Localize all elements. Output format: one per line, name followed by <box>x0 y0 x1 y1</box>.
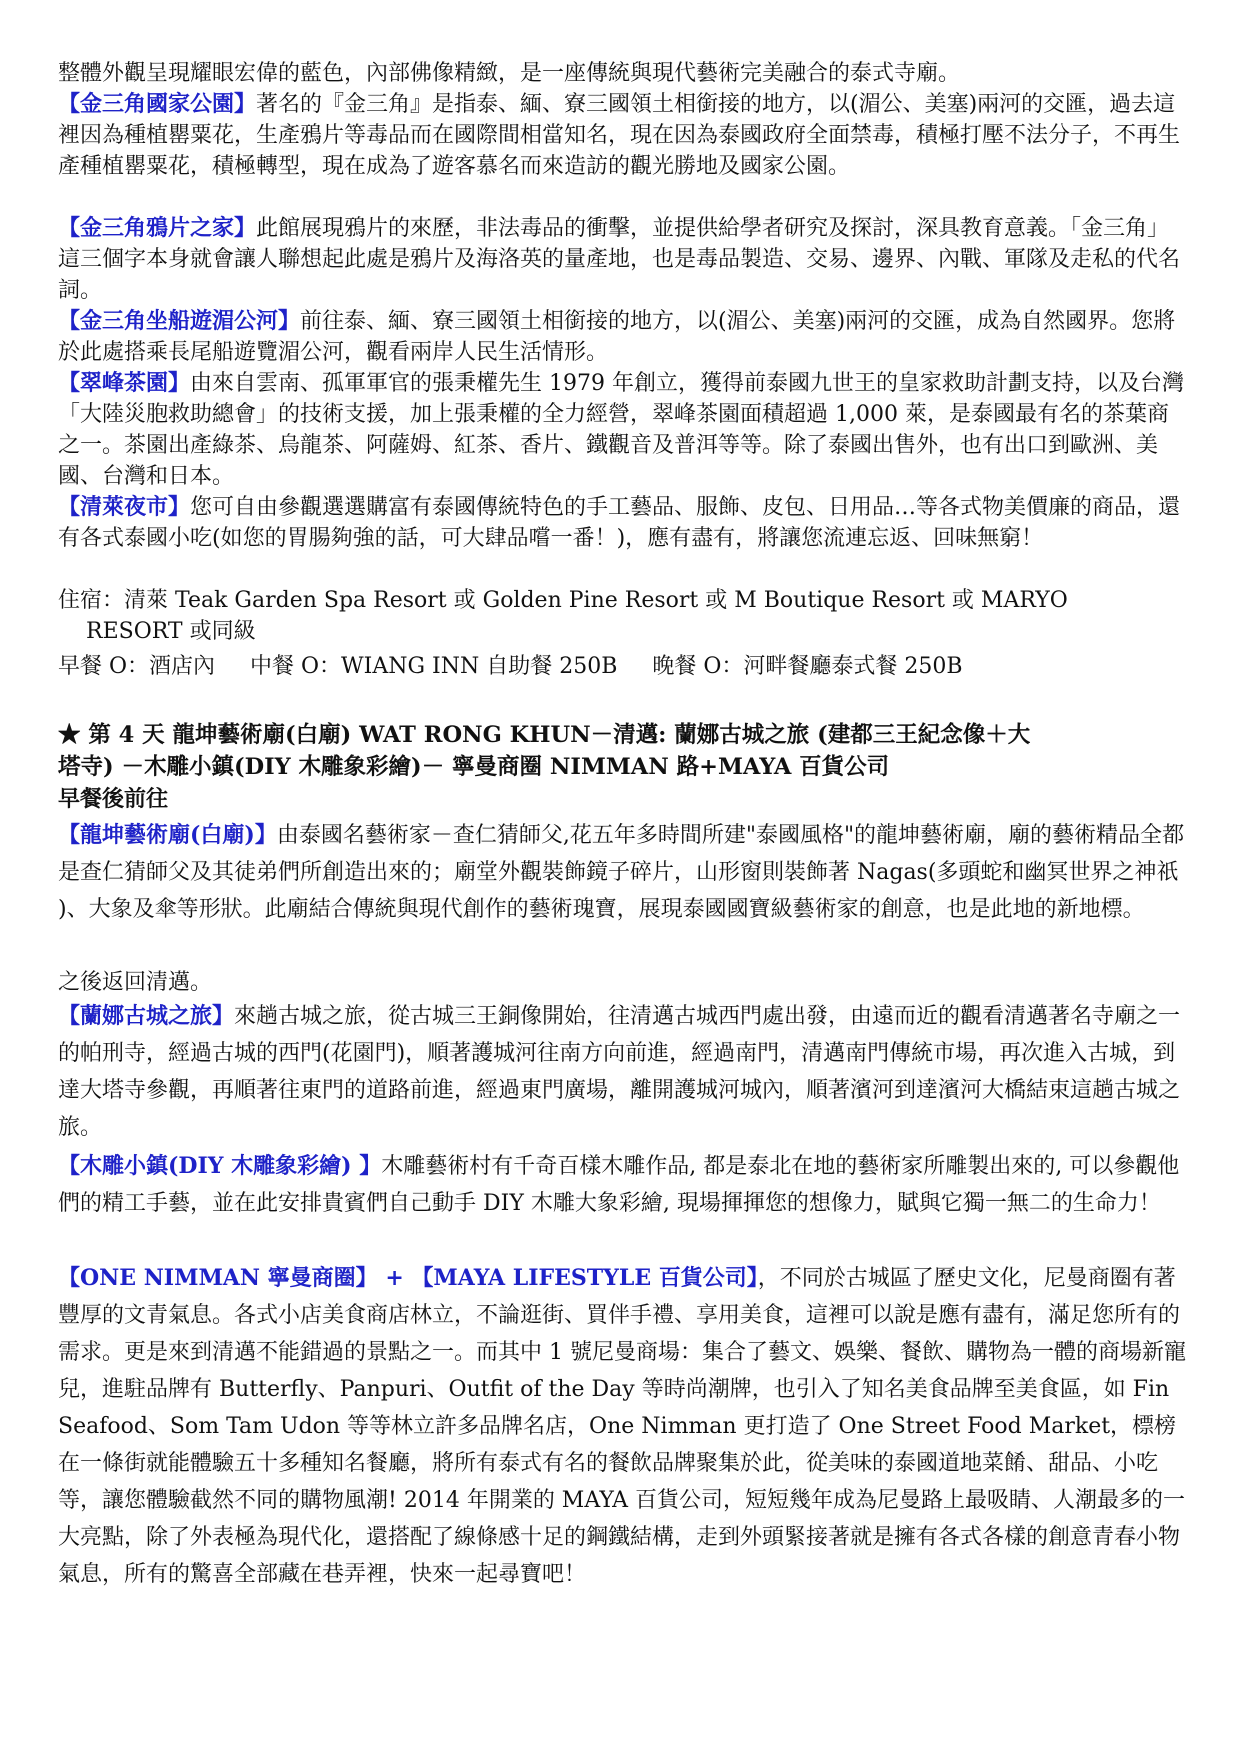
tea-plantation-heading: 【翠峰茶園】 <box>58 370 191 396</box>
temple-intro-text: 整體外觀呈現耀眼宏偉的藍色，內部佛像精緻，是一座傳統與現代藝術完美融合的泰式寺廟。 <box>58 61 961 86</box>
meals-line: 早餐 O：酒店內 中餐 O：WIANG INN 自助餐 250B 晚餐 O：河畔餐廳泰式餐 250B <box>58 654 963 679</box>
woodcarving-village-paragraph <box>58 1148 1188 1222</box>
golden-triangle-park-paragraph <box>58 89 1188 182</box>
return-chiangmai-line: 之後返回清邁。 <box>58 970 213 995</box>
lodging-line: 住宿：清萊 Teak Garden Spa Resort 或 Golden Pine Resort 或 M Boutique Resort 或 MARYO <box>58 588 1068 613</box>
white-temple-text: 由泰國名藝術家－查仁猜師父,花五年多時間所建"泰國風格"的龍坤藝術廟，廟的藝術精品全都是查仁猜師父及其徒弟們所創造出來的；廟堂外觀裝飾鏡子碎片，山形窗則裝飾著 Nagas(多頭蛇和幽冥世界之神祇 )、大象及傘等形狀。此廟結合傳統與現代創作的藝術瑰寶，展現泰國國寶級藝術家的創意，也是此地的新地標。 <box>58 823 1185 922</box>
lanna-old-city-heading: 【蘭娜古城之旅】 <box>58 1003 235 1029</box>
tea-plantation-text: 由來自雲南、孤軍軍官的張秉權先生 1979 年創立，獲得前泰國九世王的皇家救助計劃支持，以及台灣「大陸災胞救助總會」的技術支援，加上張秉權的全力經營，翠峰茶園面積超過 1,000 萊，是泰國最有名的茶葉商之一。茶園出產綠茶、烏龍茶、阿薩姆、紅茶、香片、鐵觀音及普洱等等。除了泰國出售外，也有出口到歐洲、美國、台灣和日本。 <box>58 371 1184 489</box>
night-market-paragraph <box>58 492 1188 554</box>
maya-heading: 【MAYA LIFESTYLE 百貨公司】 <box>411 1265 758 1291</box>
day4-title-line1: ★ 第 4 天 龍坤藝術廟(白廟) WAT RONG KHUN－清邁: 蘭娜古城之旅 (建都三王紀念像＋大 <box>58 722 1031 748</box>
lanna-old-city-text: 來趟古城之旅，從古城三王銅像開始，往清邁古城西門處出發，由遠而近的觀看清邁著名寺廟之一的帕刑寺，經過古城的西門(花園門)，順著護城河往南方向前進，經過南門，清邁南門傳統市場，再次進入古城，到達大塔寺參觀，再順著往東門的道路前進，經過東門廣場，離開護城河城內，順著濱河到達濱河大橋結束這趟古城之旅。 <box>58 1004 1181 1140</box>
white-temple-heading: 【龍坤藝術廟(白廟)】 <box>58 822 277 848</box>
opium-house-heading: 【金三角鴉片之家】 <box>58 215 257 241</box>
nimman-maya-paragraph <box>58 1260 1188 1593</box>
woodcarving-village-text: 木雕藝術村有千奇百樣木雕作品, 都是泰北在地的藝術家所雕製出來的, 可以參觀他們的精工手藝，並在此安排貴賓們自己動手 DIY 木雕大象彩繪, 現場揮揮您的想像力，賦與它獨一無二的生命力！ <box>58 1154 1180 1216</box>
nimman-maya-text: ，不同於古城區了歷史文化，尼曼商圈有著豐厚的文青氣息。各式小店美食商店林立，不論逛街、買伴手禮、享用美食，這裡可以說是應有盡有，滿足您所有的需求。更是來到清邁不能錯過的景點之一。而其中 1 號尼曼商場：集合了藝文、娛樂、餐飲、購物為一體的商場新寵兒，進駐品牌有 Butterfly、Panpuri、Outfit of the Day 等時尚潮牌，也引入了知名美食品牌至美食區，如 Fin Seafood、Som Tam Udon 等等林立許多品牌名店，One Nimman 更打造了 One Street Food Market，標榜在一條街就能體驗五十多種知名餐廳，將所有泰式有名的餐飲品牌聚集於此，從美味的泰國道地菜餚、甜品、小吃等，讓您體驗截然不同的購物風潮! 2014 年開業的 MAYA 百貨公司，短短幾年成為尼曼路上最吸睛、人潮最多的一大亮點，除了外表極為現代化，還搭配了線條感十足的鋼鐵結構，走到外頭緊接著就是擁有各式各樣的創意青春小物氣息，所有的驚喜全部藏在巷弄裡，快來一起尋寶吧！ <box>58 1266 1186 1587</box>
mekong-boat-paragraph <box>58 306 1188 368</box>
lanna-old-city-paragraph <box>58 998 1188 1146</box>
after-breakfast-label: 早餐後前往 <box>58 786 169 812</box>
mekong-boat-heading: 【金三角坐船遊湄公河】 <box>58 308 301 334</box>
night-market-heading: 【清萊夜市】 <box>58 494 191 520</box>
night-market-text: 您可自由參觀選選購富有泰國傳統特色的手工藝品、服飾、皮包、日用品…等各式物美價廉的商品，還有各式泰國小吃(如您的胃腸夠強的話，可大肆品嚐一番！)，應有盡有，將讓您流連忘返、回味無窮！ <box>58 495 1181 551</box>
tea-plantation-paragraph <box>58 368 1188 492</box>
plus-sign: + <box>377 1265 412 1291</box>
golden-triangle-park-heading: 【金三角國家公園】 <box>58 91 257 117</box>
nimman-heading: 【ONE NIMMAN 寧曼商圈】 <box>58 1265 378 1291</box>
white-temple-paragraph <box>58 817 1188 928</box>
day4-title-line2: 塔寺) －木雕小鎮(DIY 木雕象彩繪)－ 寧曼商圈 NIMMAN 路+MAYA 百貨公司 <box>58 754 890 780</box>
woodcarving-village-heading: 【木雕小鎮(DIY 木雕象彩繪) 】 <box>58 1153 382 1179</box>
mekong-boat-text: 前往泰、緬、寮三國領土相銜接的地方，以(湄公、美塞)兩河的交匯，成為自然國界。您將於此處搭乘長尾船遊覽湄公河，觀看兩岸人民生活情形。 <box>58 309 1176 365</box>
opium-house-paragraph <box>58 213 1188 306</box>
lodging-line-continued: RESORT 或同級 <box>86 619 256 644</box>
opium-house-text: 此館展現鴉片的來歷，非法毒品的衝擊，並提供給學者研究及探討，深具教育意義。「金三角」這三個字本身就會讓人聯想起此處是鴉片及海洛英的量產地，也是毒品製造、交易、邊界、內戰、軍隊及走私的代名詞。 <box>58 216 1181 303</box>
golden-triangle-park-text: 著名的『金三角』是指泰、緬、寮三國領土相銜接的地方，以(湄公、美塞)兩河的交匯，過去這裡因為種植罌粟花，生產鴉片等毒品而在國際間相當知名，現在因為泰國政府全面禁毒，積極打壓不法分子，不再生產種植罌粟花，積極轉型，現在成為了遊客慕名而來造訪的觀光勝地及國家公園。 <box>58 92 1181 179</box>
